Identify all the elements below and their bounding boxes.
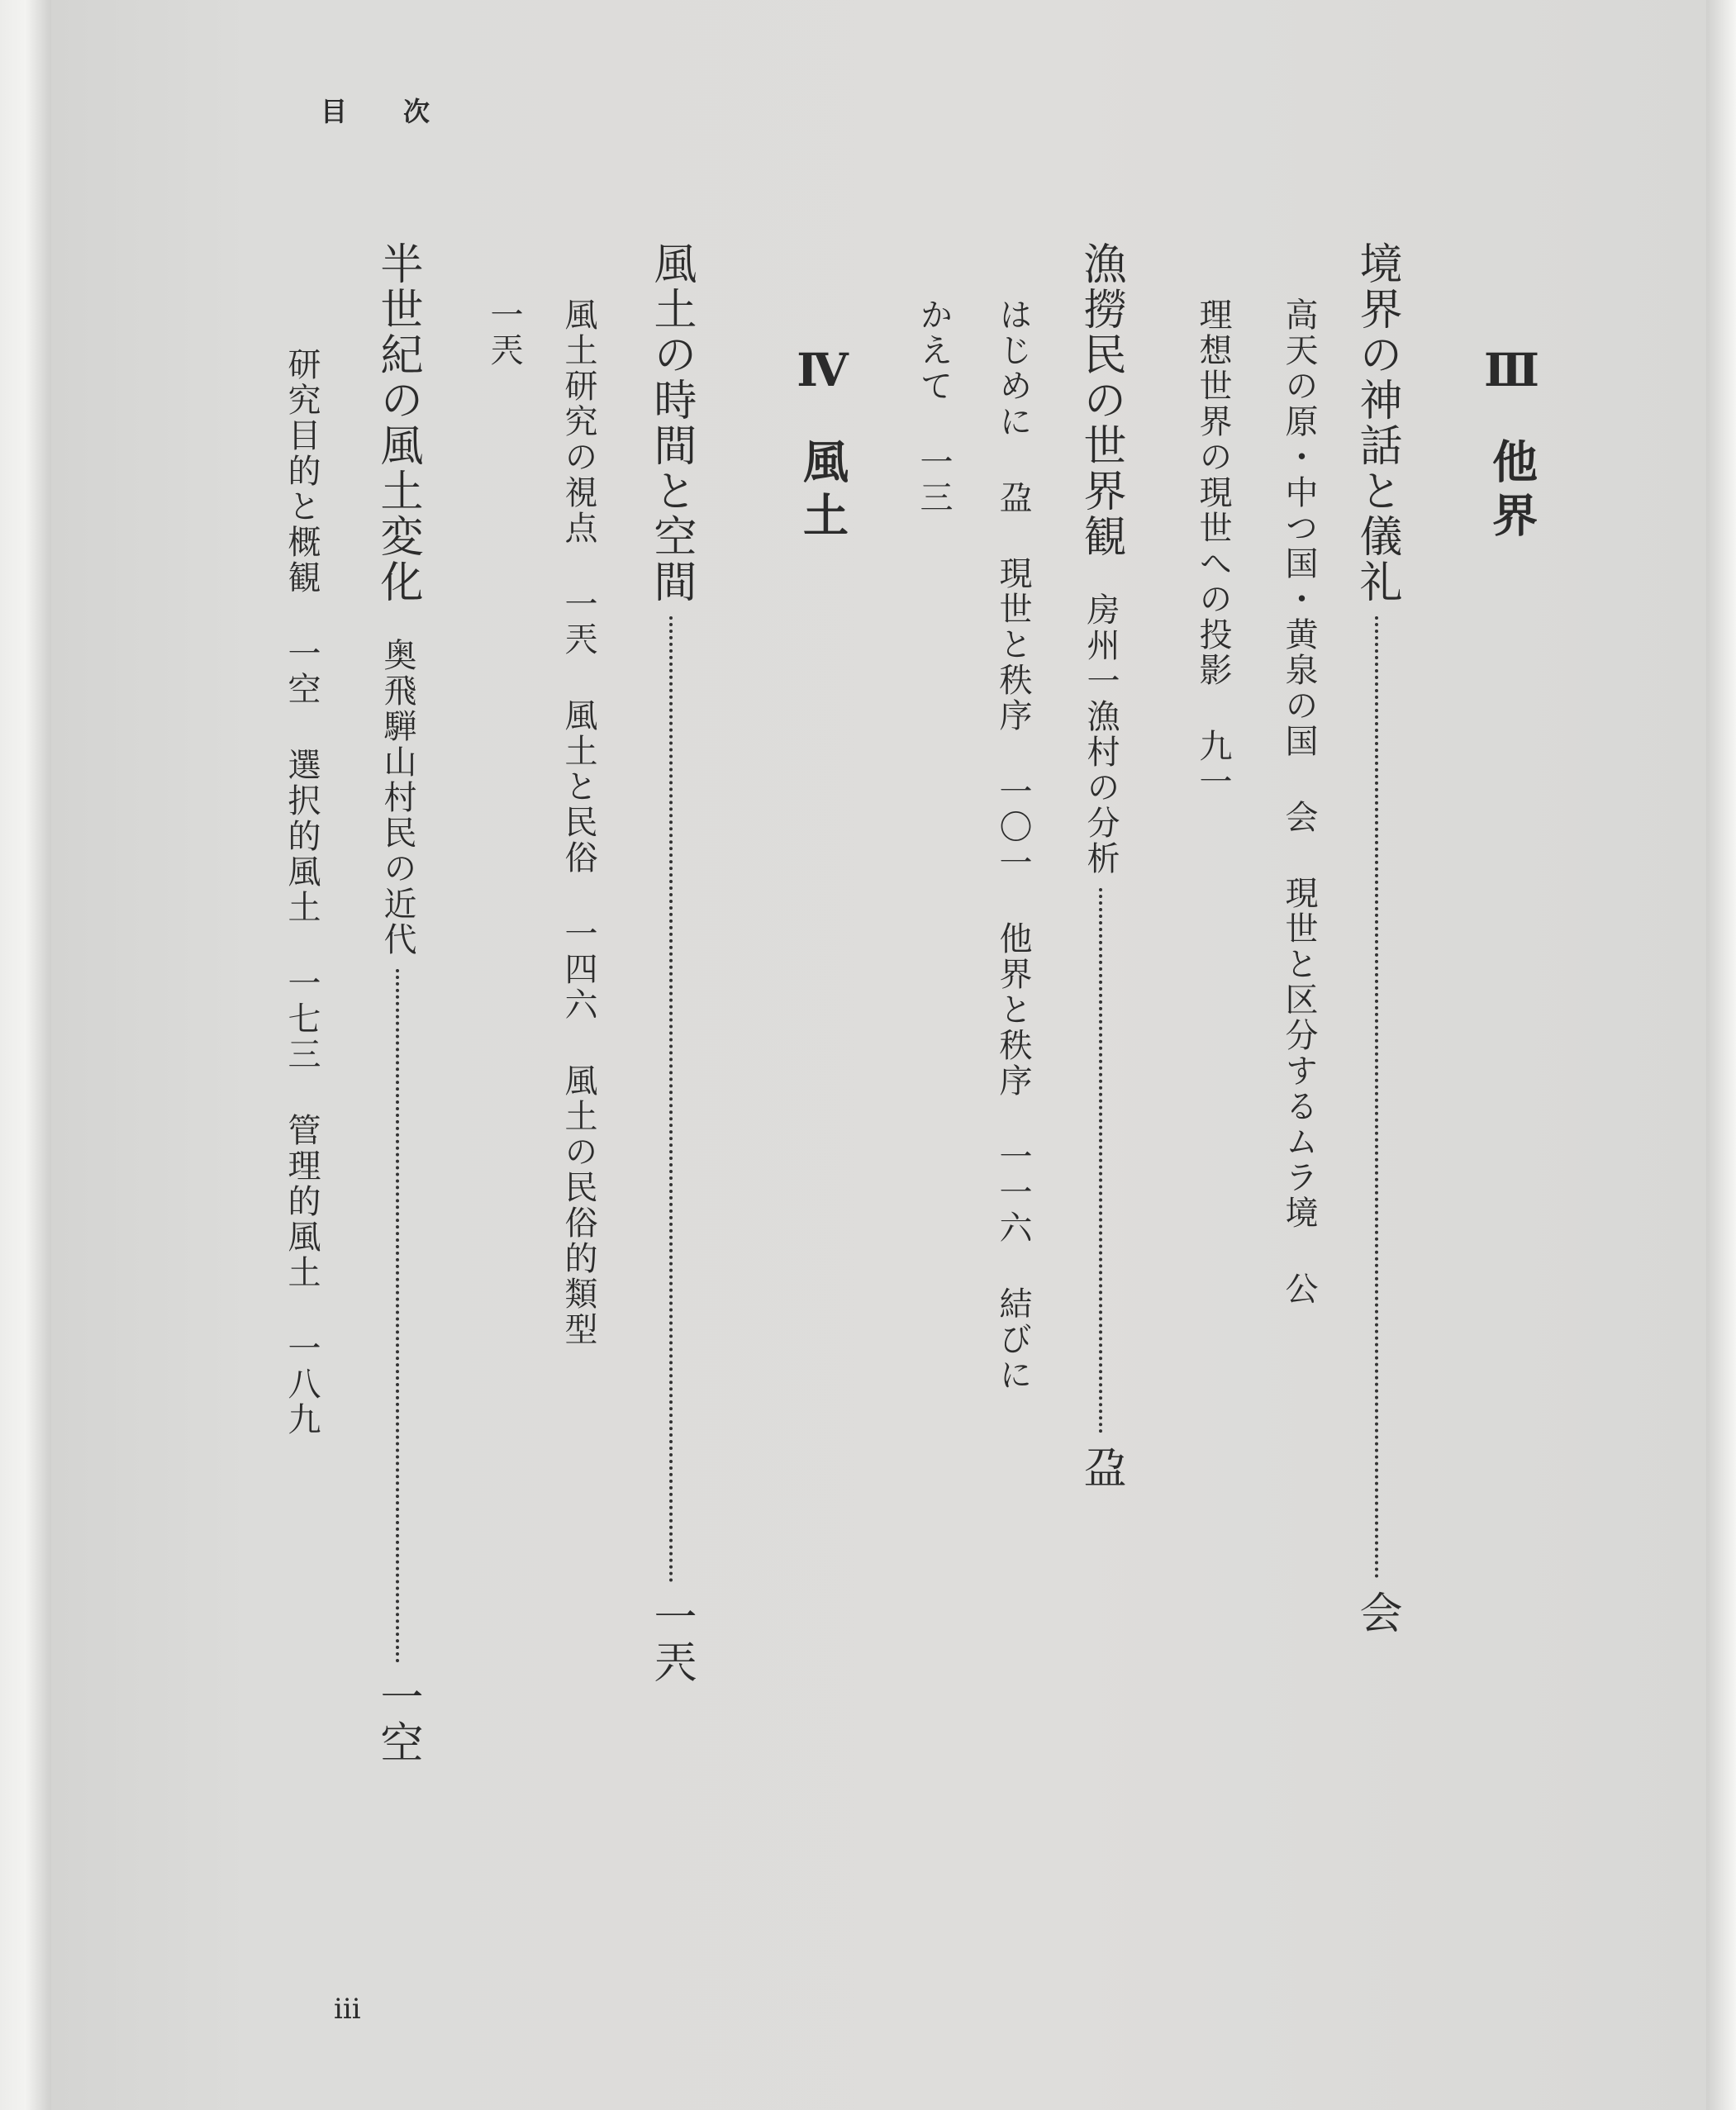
chapter-3-numeral: Ⅲ: [1485, 343, 1539, 405]
entry-page: 一兲: [646, 1594, 696, 1685]
chapter-3-title: 他界: [1485, 438, 1539, 545]
entry-title: 境界の神話と儀礼: [1352, 241, 1401, 605]
running-header-left: 目: [321, 96, 351, 127]
toc-sub-kyokai-2: 理想世界の現世への投影 九一: [1194, 297, 1232, 800]
dot-leader: [1375, 616, 1378, 1579]
entry-page: 一空: [373, 1675, 422, 1765]
dot-leader: [396, 969, 399, 1663]
toc-entry-hanseiki[interactable]: [373, 241, 422, 1765]
entry-title: 漁撈民の世界観: [1076, 241, 1125, 559]
entry-page: 盁: [1076, 1445, 1125, 1490]
page-edge-right: [1706, 0, 1736, 2110]
dot-leader: [669, 616, 673, 1583]
chapter-4-heading: [796, 343, 849, 545]
chapter-4-title: 風土: [796, 438, 849, 545]
entry-page: 会: [1352, 1590, 1401, 1636]
toc-sub-hanseiki-1: 研究目的と概観 一空 選択的風土 一七三 管理的風土 一八九: [283, 347, 321, 1438]
toc-sub-fudo-2: 一兲: [485, 297, 523, 368]
entry-title: 風土の時間と空間: [646, 241, 696, 605]
entry-title: 半世紀の風土変化: [373, 241, 422, 605]
chapter-4-numeral: Ⅳ: [796, 343, 849, 405]
toc-entry-fudo-jikan[interactable]: [646, 241, 696, 1685]
running-header-right: 次: [403, 96, 434, 127]
dot-leader: [1099, 888, 1102, 1433]
entry-subtitle: 奥飛騨山村民の近代: [378, 638, 416, 958]
page-edge-left: [0, 0, 51, 2110]
toc-entry-gyoro[interactable]: [1076, 241, 1125, 1490]
entry-subtitle: 房州一漁村の分析: [1082, 592, 1120, 877]
toc-sub-gyoro-1: はじめに 盁 現世と秩序 一〇一 他界と秩序 一一六 結びに: [994, 297, 1032, 1393]
toc-sub-fudo-1: 風土研究の視点 一兲 風土と民俗 一四六 風土の民俗的類型: [559, 297, 597, 1347]
toc-entry-kyokai[interactable]: [1352, 241, 1401, 1636]
page-number: iii: [334, 1993, 361, 2026]
chapter-3-heading: [1485, 343, 1539, 545]
toc-sub-gyoro-2: かえて 一三: [915, 297, 953, 516]
toc-sub-kyokai-1: 高天の原・中つ国・黄泉の国 会 現世と区分するムラ境 公: [1280, 297, 1318, 1307]
